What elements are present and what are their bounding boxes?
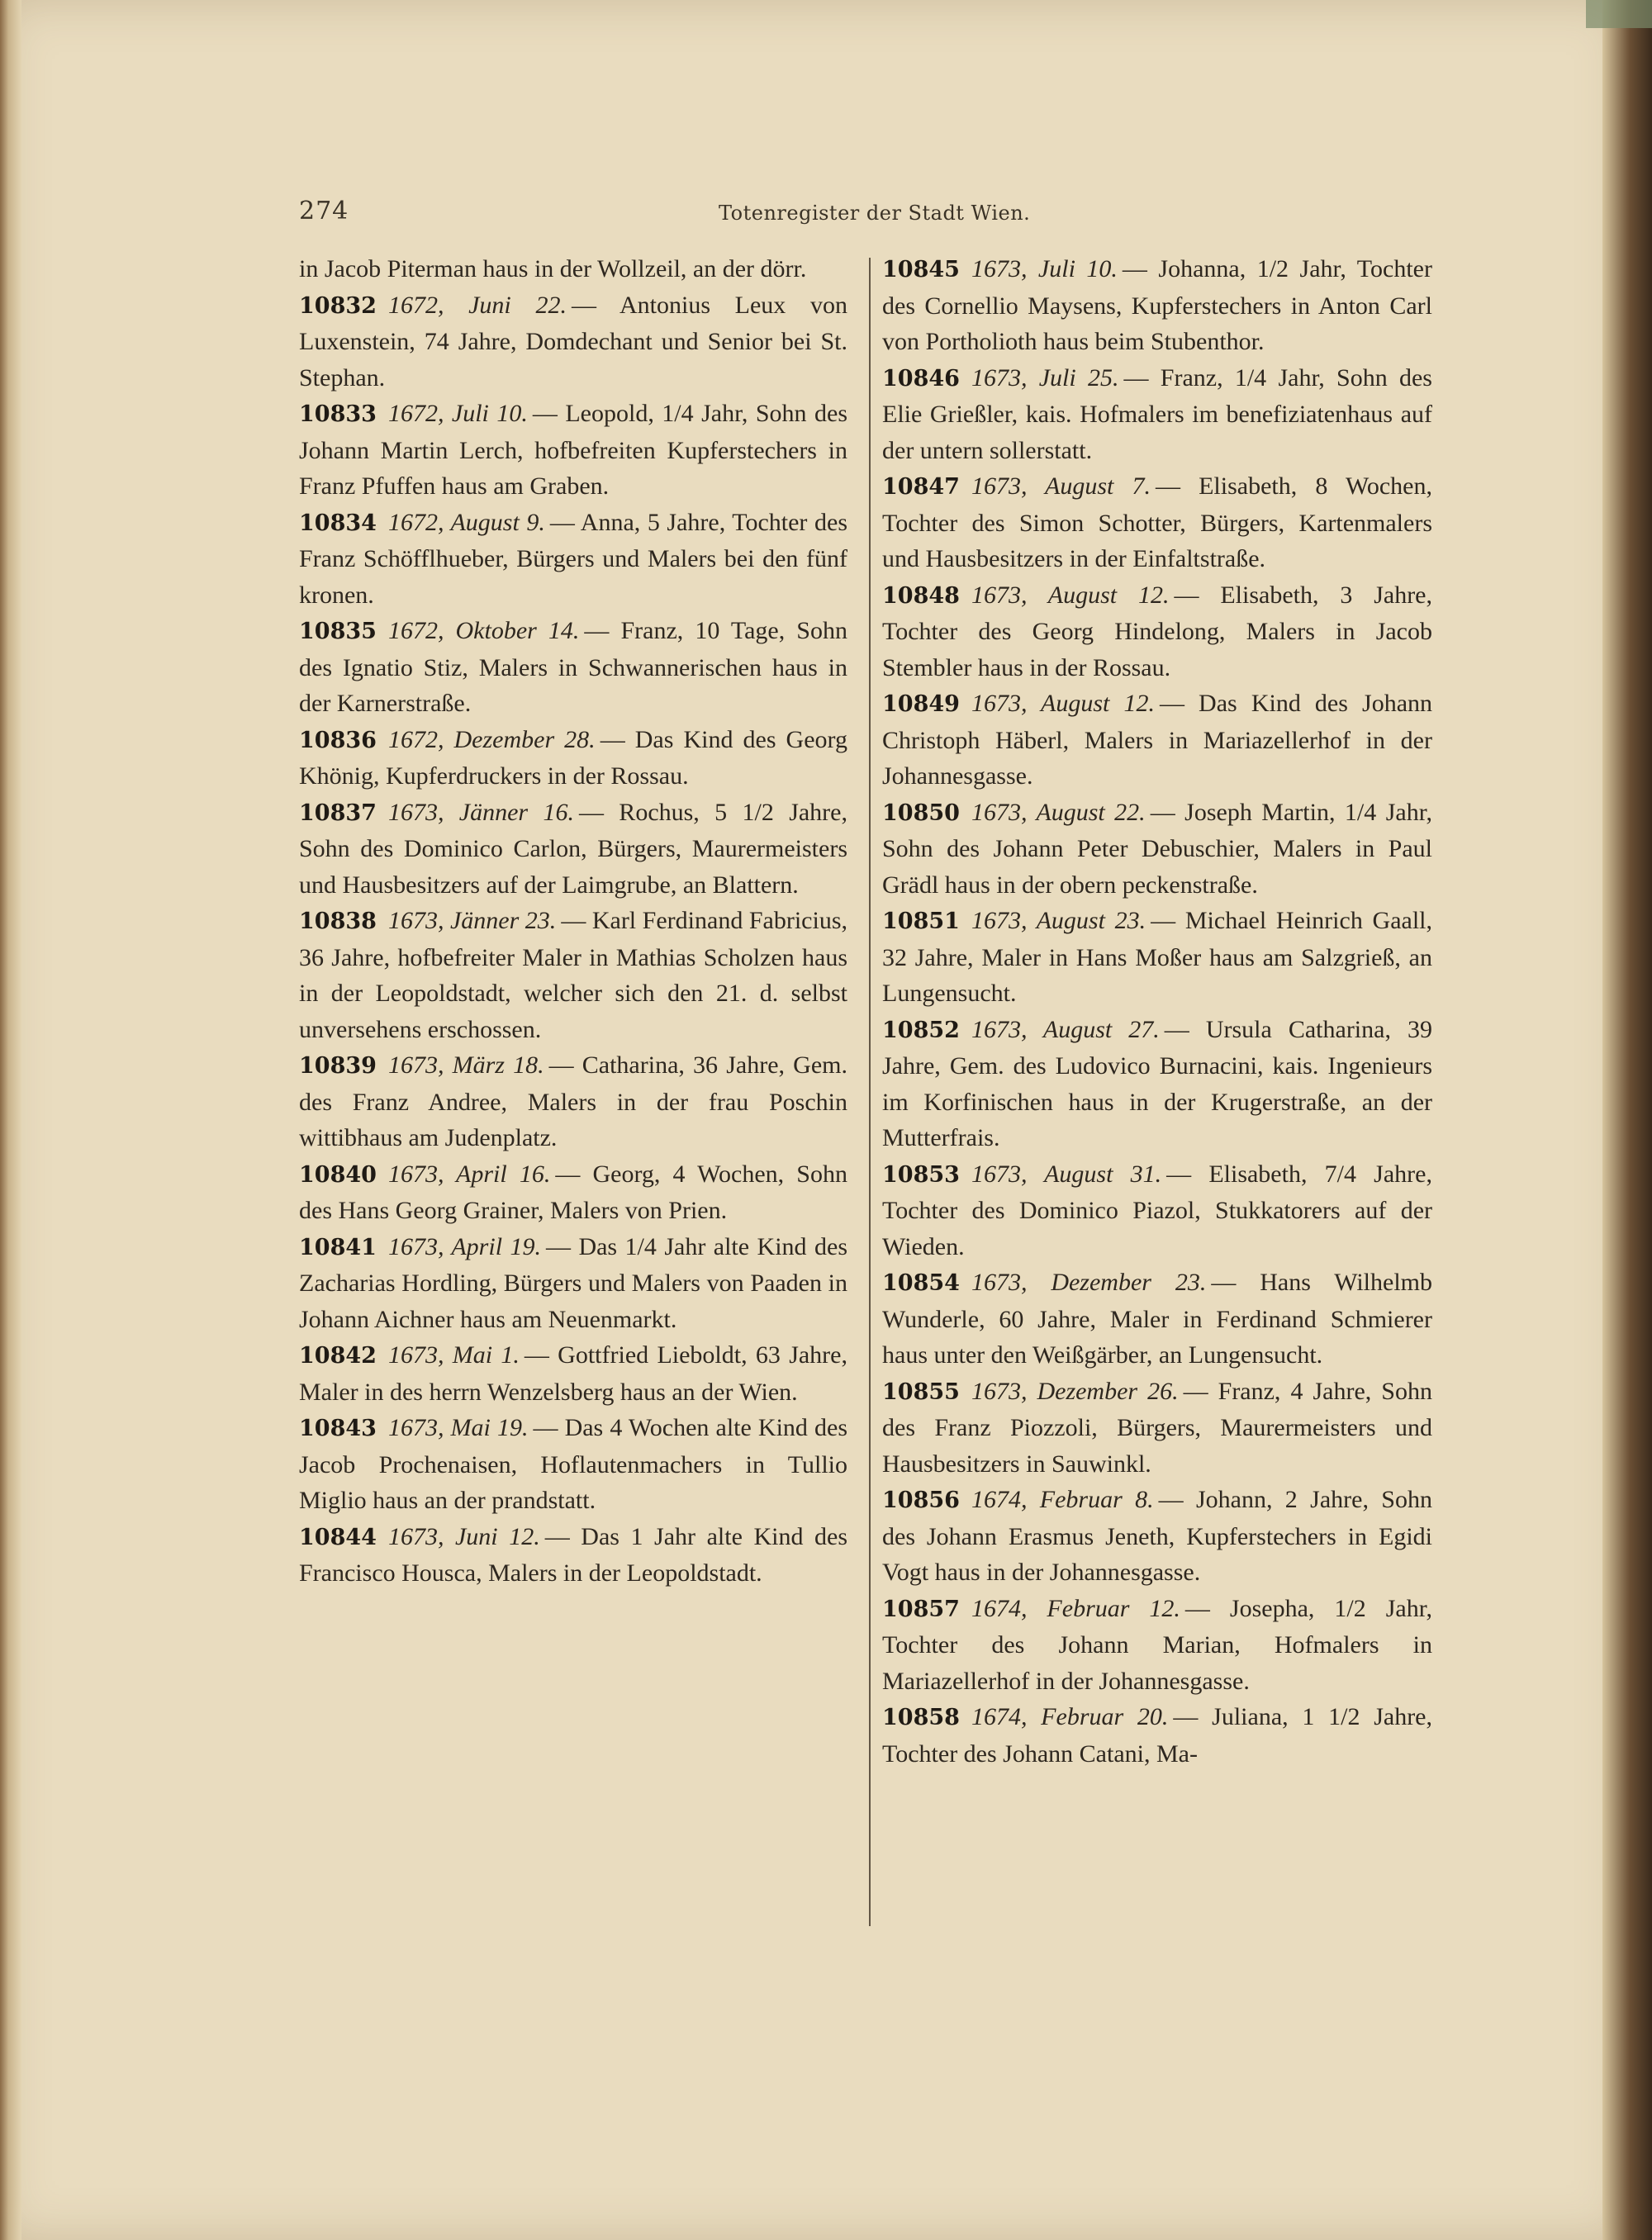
entry-date: 1673, Mai 1. — [387, 1341, 520, 1369]
entry-date: 1673, Dezember 26. — [971, 1377, 1179, 1405]
register-entry — [882, 1012, 1432, 1156]
entry-text: — Ursula Catharina, 39 Jahre, Gem. des Ludovico Burnacini, kais. Ingenieurs im Korfinischen haus in der Krugerstraße, an der Mutterfrais. — [882, 1015, 1432, 1151]
entry-number: 10835 — [299, 619, 377, 644]
entry-text: — Das 4 Wochen alte Kind des Jacob Prochenaisen, Hoflautenmachers in Tullio Miglio haus an der prandstatt. — [299, 1414, 848, 1514]
entry-number: 10833 — [299, 401, 377, 427]
entry-text: — Das Kind des Johann Christoph Häberl, Malers in Mariazellerhof in der Johannesgasse. — [882, 690, 1433, 790]
register-entry — [299, 1156, 847, 1229]
entry-text: — Elisabeth, 8 Wochen, Tochter des Simon Schotter, Bürgers, Kartenmalers und Hausbesitzers in der Einfaltstraße. — [882, 472, 1432, 572]
entry-text: — Josepha, 1/2 Jahr, Tochter des Johann Marian, Hofmalers in Mariazellerhof in der Johannesgasse. — [882, 1594, 1432, 1695]
register-entry — [882, 1482, 1432, 1591]
entry-text: — Das 1/4 Jahr alte Kind des Zacharias Hordling, Bürgers und Malers von Paaden in Johann Aichner haus am Neuenmarkt. — [299, 1232, 847, 1333]
register-entry — [882, 251, 1432, 360]
entry-text: — Franz, 10 Tage, Sohn des Ignatio Stiz, Malers in Schwannerischen haus in der Karnerstraße. — [299, 617, 847, 717]
register-entry — [299, 1519, 847, 1592]
register-entry — [882, 903, 1432, 1012]
register-entry — [882, 360, 1432, 469]
register-entry — [299, 1410, 847, 1519]
entry-date: 1673, August 12. — [971, 581, 1170, 609]
entry-text: — Rochus, 5 1/2 Jahre, Sohn des Dominico Carlon, Bürgers, Maurermeisters und Hausbesitzers auf der Laimgrube, an Blattern. — [299, 798, 847, 899]
entry-number: 10856 — [882, 1488, 960, 1513]
running-head: Totenregister der Stadt Wien. — [719, 202, 1031, 225]
register-entry — [299, 613, 847, 722]
entry-number: 10847 — [882, 474, 960, 500]
entry-date: 1673, Jänner 23. — [387, 907, 557, 934]
entry-text: — Michael Heinrich Gaall, 32 Jahre, Maler in Hans Moßer haus am Salzgrieß, an Lungensucht. — [882, 907, 1432, 1007]
entry-text: — Hans Wilhelmb Wunderle, 60 Jahre, Maler in Ferdinand Schmierer haus unter den Weißgärber, an Lungensucht. — [882, 1269, 1432, 1369]
register-entry — [299, 396, 847, 505]
register-entry — [882, 1591, 1432, 1700]
binding-edge — [0, 0, 21, 2240]
page-tab-marker — [1586, 0, 1652, 28]
entry-number: 10851 — [882, 909, 960, 934]
entry-date: 1673, April 16. — [387, 1160, 551, 1188]
register-entry — [882, 468, 1432, 577]
register-entry — [882, 577, 1432, 686]
register-entry — [299, 287, 847, 396]
entry-date: 1672, August 9. — [387, 508, 545, 536]
entry-text: — Johann, 2 Jahre, Sohn des Johann Erasmus Jeneth, Kupferstechers in Egidi Vogt haus in der Johannesgasse. — [882, 1486, 1432, 1586]
column-divider — [869, 258, 871, 1926]
entry-number: 10842 — [299, 1343, 377, 1369]
entry-text: — Johanna, 1/2 Jahr, Tochter des Cornellio Maysens, Kupferstechers in Anton Carl von Portholioth haus beim Stubenthor. — [882, 255, 1432, 355]
entry-number: 10858 — [882, 1705, 960, 1730]
entry-number: 10844 — [299, 1524, 377, 1550]
entry-text: — Franz, 4 Jahre, Sohn des Franz Piozzoli, Bürgers, Maurermeisters und Hausbesitzers in Sauwinkl. — [882, 1377, 1432, 1478]
entry-number: 10857 — [882, 1596, 960, 1622]
continued-text: in Jacob Piterman haus in der Wollzeil, an der dörr. — [299, 255, 807, 282]
register-entry — [882, 686, 1432, 795]
entry-number: 10832 — [299, 292, 377, 319]
entry-date: 1672, Oktober 14. — [387, 617, 580, 644]
register-entry — [299, 795, 847, 904]
entry-text: — Juliana, 1 1/2 Jahre, Tochter des Johann Catani, Ma- — [882, 1703, 1432, 1768]
entry-date: 1673, Juni 12. — [387, 1522, 540, 1550]
entry-number: 10836 — [299, 727, 377, 753]
entry-number: 10845 — [882, 257, 960, 282]
entry-text: — Catharina, 36 Jahre, Gem. des Franz Andree, Malers in der frau Poschin wittibhaus am Judenplatz. — [299, 1051, 847, 1151]
entry-number: 10850 — [882, 800, 960, 826]
register-entry — [299, 1337, 847, 1410]
entry-date: 1673, August 12. — [971, 690, 1155, 717]
page-number: 274 — [299, 197, 349, 225]
entry-text: — Georg, 4 Wochen, Sohn des Hans Georg Grainer, Malers von Prien. — [299, 1160, 847, 1224]
entry-date: 1673, Jänner 16. — [387, 798, 574, 826]
register-entry — [299, 1229, 847, 1338]
left-entry-list — [299, 287, 847, 1592]
entry-text: — Gottfried Lieboldt, 63 Jahre, Maler in des herrn Wenzelsberg haus an der Wien. — [299, 1341, 847, 1406]
register-entry — [299, 505, 847, 614]
entry-text: — Das Kind des Georg Khönig, Kupferdruckers in der Rossau. — [299, 725, 847, 790]
register-entry — [882, 795, 1432, 904]
right-column — [882, 251, 1432, 1772]
entry-number: 10837 — [299, 800, 377, 826]
entry-number: 10834 — [299, 510, 377, 536]
entry-text: — Karl Ferdinand Fabricius, 36 Jahre, hofbefreiter Maler in Mathias Scholzen haus in der Leopoldstadt, welcher sich den 21. d. selbst unversehens erschossen. — [299, 907, 847, 1043]
entry-number: 10855 — [882, 1379, 960, 1405]
entry-text: — Elisabeth, 3 Jahre, Tochter des Georg Hindelong, Malers in Jacob Stembler haus in der Rossau. — [882, 581, 1432, 681]
entry-date: 1673, August 27. — [971, 1015, 1160, 1043]
right-entry-list — [882, 251, 1432, 1772]
entry-date: 1673, Mai 19. — [387, 1414, 529, 1441]
entry-date: 1673, August 23. — [971, 907, 1146, 934]
entry-number: 10853 — [882, 1161, 960, 1188]
register-entry — [299, 1047, 847, 1156]
entry-number: 10852 — [882, 1017, 960, 1043]
entry-number: 10841 — [299, 1234, 377, 1260]
entry-date: 1673, August 22. — [971, 798, 1146, 826]
entry-text: — Antonius Leux von Luxenstein, 74 Jahre, Domdechant und Senior bei St. Stephan. — [299, 291, 847, 392]
register-entry — [882, 1374, 1432, 1483]
entry-number: 10838 — [299, 909, 377, 934]
entry-date: 1672, Dezember 28. — [387, 725, 596, 753]
register-entry — [882, 1156, 1432, 1265]
register-entry — [882, 1699, 1432, 1772]
entry-date: 1673, Juli 10. — [971, 255, 1118, 282]
entry-number: 10839 — [299, 1053, 377, 1079]
register-entry — [299, 903, 847, 1047]
entry-date: 1673, April 19. — [387, 1232, 541, 1260]
entry-number: 10854 — [882, 1270, 960, 1296]
entry-date: 1672, Juli 10. — [387, 400, 528, 427]
entry-text: — Franz, 1/4 Jahr, Sohn des Elie Grießler, kais. Hofmalers im benefiziatenhaus auf der untern sollerstatt. — [882, 363, 1432, 464]
entry-number: 10848 — [882, 582, 960, 609]
entry-number: 10843 — [299, 1416, 377, 1441]
entry-number: 10849 — [882, 691, 960, 717]
entry-text: — Elisabeth, 7/4 Jahre, Tochter des Dominico Piazol, Stukkatorers auf der Wieden. — [882, 1160, 1432, 1260]
entry-text: — Das 1 Jahr alte Kind des Francisco Housca, Malers in der Leopoldstadt. — [299, 1522, 847, 1587]
entry-date: 1674, Februar 8. — [971, 1486, 1154, 1513]
entry-number: 10846 — [882, 365, 960, 392]
entry-date: 1672, Juni 22. — [387, 291, 567, 319]
entry-text: — Anna, 5 Jahre, Tochter des Franz Schöfflhueber, Bürgers und Malers bei den fünf kronen. — [299, 508, 847, 609]
entry-date: 1673, Juli 25. — [971, 363, 1119, 392]
entry-text: — Leopold, 1/4 Jahr, Sohn des Johann Martin Lerch, hofbefreiten Kupferstechers in Franz Pfuffen haus am Graben. — [299, 400, 847, 500]
entry-date: 1674, Februar 20. — [971, 1703, 1169, 1730]
entry-date: 1673, Dezember 23. — [971, 1269, 1207, 1296]
entry-number: 10840 — [299, 1161, 377, 1188]
register-entry — [882, 1265, 1432, 1374]
entry-date: 1673, August 7. — [971, 472, 1151, 500]
page-right-edge — [1602, 0, 1652, 2240]
entry-date: 1673, August 31. — [971, 1160, 1162, 1188]
entry-date: 1673, März 18. — [387, 1051, 544, 1079]
entry-date: 1674, Februar 12. — [971, 1594, 1180, 1622]
register-entry — [299, 722, 847, 795]
entry-text: — Joseph Martin, 1/4 Jahr, Sohn des Johann Peter Debuschier, Malers in Paul Grädl haus in der obern peckenstraße. — [882, 798, 1433, 899]
left-column — [299, 251, 847, 1592]
